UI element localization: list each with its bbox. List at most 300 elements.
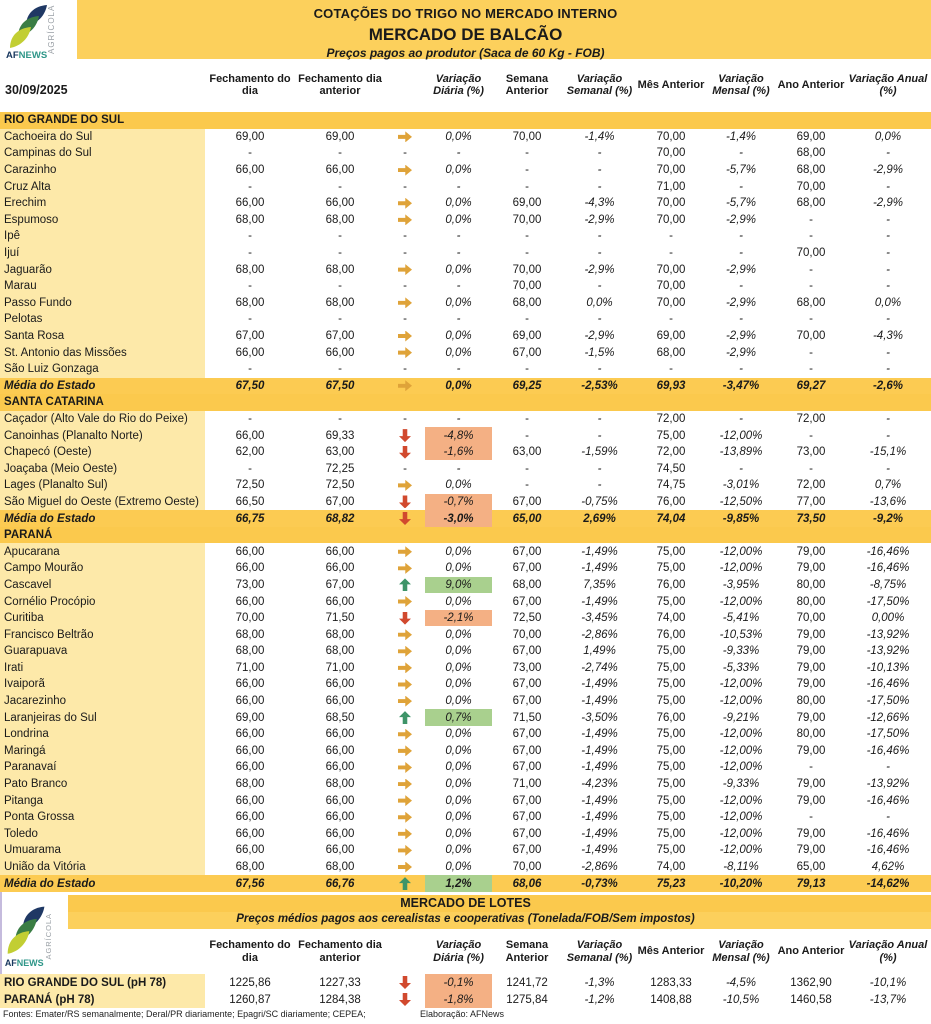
city-label: União da Vitória — [0, 859, 205, 876]
variation-cell: 0,0% — [445, 761, 472, 774]
price-cell: 66,00 — [235, 429, 265, 442]
price-cell: 1362,90 — [790, 976, 832, 989]
state-average-row — [0, 875, 931, 892]
arrow-cell: - — [403, 280, 407, 293]
right-arrow-icon — [398, 563, 412, 574]
variation-cell: - — [456, 180, 461, 193]
table-row — [0, 709, 931, 726]
variation-cell: -16,46% — [866, 545, 910, 558]
price-cell: - — [338, 180, 342, 193]
variation-cell: 0,0% — [445, 645, 472, 658]
city-label: Apucarana — [0, 543, 205, 560]
price-cell: 72,50 — [512, 612, 542, 625]
price-cell: - — [809, 346, 813, 359]
arrow-cell — [385, 610, 425, 627]
price-cell: 69,00 — [512, 197, 542, 210]
arrow-cell — [385, 477, 425, 494]
variation-cell: - — [739, 247, 743, 260]
footer — [3, 1009, 931, 1019]
right-arrow-icon — [398, 297, 412, 308]
variation-cell: -3,0% — [425, 510, 492, 527]
city-label: Campo Mourão — [0, 560, 205, 577]
arrow-cell — [385, 991, 425, 1008]
city-label: São Luiz Gonzaga — [0, 361, 205, 378]
city-label: Média do Estado — [4, 877, 96, 890]
table-row — [0, 543, 931, 560]
arrow-cell — [385, 626, 425, 643]
variation-cell: - — [886, 147, 890, 160]
price-cell: 69,00 — [656, 330, 686, 343]
variation-cell: 0,0% — [445, 296, 472, 309]
variation-cell: 0,0% — [874, 296, 902, 309]
table-row — [0, 610, 931, 627]
variation-cell: -12,00% — [719, 744, 763, 757]
city-label: Pelotas — [0, 311, 205, 328]
price-cell: 63,00 — [325, 446, 355, 459]
price-cell: - — [338, 363, 342, 376]
right-arrow-icon — [398, 762, 412, 773]
table-row — [0, 643, 931, 660]
lotes-tagline: Preços médios pagos aos cerealistas e cooperativas (Tonelada/FOB/Sem impostos) — [236, 913, 695, 925]
variation-cell: -2,53% — [581, 379, 618, 392]
table-row — [0, 842, 931, 859]
price-cell: 69,00 — [235, 130, 265, 143]
logo-wordmark: AFNEWS — [6, 50, 48, 60]
city-label: Cornélio Procópio — [0, 593, 205, 610]
variation-cell: - — [739, 180, 743, 193]
variation-cell: -5,41% — [722, 612, 760, 625]
price-cell: 69,00 — [235, 711, 265, 724]
price-cell: 66,00 — [235, 164, 265, 177]
price-cell: 66,00 — [325, 678, 355, 691]
table-row — [0, 129, 931, 146]
variation-cell: 0,0% — [445, 379, 472, 392]
price-cell: 74,00 — [656, 612, 686, 625]
variation-cell: -2,9% — [725, 346, 757, 359]
price-cell: 66,00 — [325, 844, 355, 857]
table-row — [0, 411, 931, 428]
price-cell: 68,00 — [235, 778, 265, 791]
table-row — [0, 974, 931, 991]
arrow-cell — [385, 859, 425, 876]
city-label: RIO GRANDE DO SUL (pH 78) — [0, 974, 205, 991]
price-cell: 67,00 — [512, 595, 542, 608]
city-label: Média do Estado — [4, 379, 96, 392]
variation-cell: -4,5% — [725, 976, 757, 989]
city-label: Cachoeira do Sul — [0, 129, 205, 146]
variation-cell: -2,9% — [872, 164, 904, 177]
arrow-cell — [385, 295, 425, 312]
price-cell: 70,00 — [656, 147, 686, 160]
page-subtitle: MERCADO DE BALCÃO — [368, 25, 563, 44]
variation-cell: -2,6% — [872, 379, 904, 392]
arrow-cell — [385, 726, 425, 743]
price-cell: - — [809, 263, 813, 276]
arrow-cell — [385, 129, 425, 146]
variation-cell: 9,0% — [425, 577, 492, 594]
variation-cell: -12,00% — [719, 827, 763, 840]
price-cell: 66,50 — [235, 495, 265, 508]
variation-cell: -1,49% — [581, 794, 618, 807]
price-cell: 70,00 — [512, 130, 542, 143]
price-cell: 66,00 — [235, 728, 265, 741]
city-label: Maringá — [0, 743, 205, 760]
variation-cell: -10,53% — [719, 628, 763, 641]
variation-cell: -3,01% — [722, 479, 760, 492]
variation-cell: -5,33% — [722, 661, 760, 674]
variation-cell: - — [456, 363, 461, 376]
variation-cell: -2,9% — [584, 330, 615, 343]
variation-cell: - — [886, 230, 890, 243]
variation-cell: -12,00% — [719, 595, 763, 608]
price-cell: 66,00 — [325, 744, 355, 757]
price-cell: 66,00 — [325, 827, 355, 840]
table-row — [0, 477, 931, 494]
city-label: Londrina — [0, 726, 205, 743]
variation-cell: - — [886, 247, 890, 260]
price-cell: 63,00 — [512, 446, 542, 459]
variation-cell: 0,0% — [445, 778, 472, 791]
price-cell: 69,25 — [512, 379, 542, 392]
price-cell: 79,00 — [796, 661, 826, 674]
table-row — [0, 991, 931, 1008]
variation-cell: -1,6% — [425, 444, 492, 461]
price-cell: - — [248, 180, 252, 193]
price-cell: - — [525, 164, 529, 177]
variation-cell: -13,92% — [866, 645, 910, 658]
right-arrow-icon — [398, 380, 412, 391]
variation-cell: -9,21% — [722, 711, 760, 724]
price-cell: 77,00 — [796, 495, 826, 508]
variation-cell: -1,2% — [584, 993, 615, 1006]
variation-cell: -1,3% — [584, 976, 615, 989]
price-cell: - — [338, 230, 342, 243]
table-row — [0, 809, 931, 826]
variation-cell: - — [456, 412, 461, 425]
logo-wordmark: AFNEWS — [4, 958, 44, 969]
price-cell: 75,00 — [656, 695, 686, 708]
afnews-leaves-icon — [2, 897, 68, 971]
arrow-cell — [385, 660, 425, 677]
price-cell: 66,00 — [325, 562, 355, 575]
right-arrow-icon — [398, 696, 412, 707]
logo-vertical-text: AGRÍCOLA — [44, 912, 54, 960]
price-cell: 1283,33 — [650, 976, 692, 989]
variation-cell: -1,49% — [581, 695, 618, 708]
arrow-cell: - — [403, 230, 407, 243]
right-arrow-icon — [398, 264, 412, 275]
variation-cell: -12,00% — [719, 562, 763, 575]
arrow-cell — [385, 643, 425, 660]
column-header: Variação Mensal (%) — [712, 939, 770, 964]
variation-cell: -10,13% — [866, 661, 910, 674]
price-cell: 80,00 — [796, 695, 826, 708]
arrow-cell: - — [403, 247, 407, 260]
price-cell: 67,00 — [512, 844, 542, 857]
city-label: Francisco Beltrão — [0, 626, 205, 643]
variation-cell: -10,1% — [869, 976, 907, 989]
price-cell: - — [338, 247, 342, 260]
price-cell: 72,00 — [656, 412, 686, 425]
variation-cell: - — [886, 263, 890, 276]
column-header: Semana Anterior — [505, 939, 549, 964]
price-cell: 79,13 — [796, 877, 826, 890]
variation-cell: -5,7% — [725, 197, 757, 210]
price-cell: 68,00 — [325, 861, 355, 874]
right-arrow-icon — [398, 131, 412, 142]
variation-cell: - — [456, 313, 461, 326]
variation-cell: -1,5% — [584, 346, 615, 359]
variation-cell: -2,9% — [584, 263, 615, 276]
arrow-cell — [385, 776, 425, 793]
down-arrow-icon — [399, 976, 411, 989]
down-arrow-icon — [399, 993, 411, 1006]
city-label: Santa Rosa — [0, 328, 205, 345]
city-label: Erechim — [0, 195, 205, 212]
price-cell: 66,00 — [325, 728, 355, 741]
price-cell: 69,00 — [325, 130, 355, 143]
variation-cell: - — [739, 313, 743, 326]
logo-vertical-text: AGRÍCOLA — [47, 4, 56, 54]
variation-cell: -1,49% — [581, 827, 618, 840]
price-cell: 67,00 — [512, 761, 542, 774]
city-label: Jacarezinho — [0, 693, 205, 710]
variation-cell: -0,7% — [425, 494, 492, 511]
column-header: Semana Anterior — [505, 72, 549, 97]
city-label: São Miguel do Oeste (Extremo Oeste) — [0, 494, 205, 511]
price-cell: - — [525, 429, 529, 442]
variation-cell: 0,0% — [445, 695, 472, 708]
variation-cell: - — [597, 313, 602, 326]
price-cell: 75,00 — [656, 761, 686, 774]
variation-cell: -5,7% — [725, 164, 757, 177]
variation-cell: - — [456, 147, 461, 160]
city-label: Guarapuava — [0, 643, 205, 660]
city-label: Carazinho — [0, 162, 205, 179]
price-cell: 70,00 — [796, 612, 826, 625]
price-cell: 66,00 — [235, 744, 265, 757]
variation-cell: - — [597, 280, 602, 293]
variation-cell: 1,49% — [583, 645, 616, 658]
table-row — [0, 212, 931, 229]
variation-cell: -17,50% — [866, 728, 910, 741]
variation-cell: - — [739, 412, 743, 425]
price-cell: 71,00 — [235, 661, 265, 674]
variation-cell: 7,35% — [583, 578, 616, 591]
main-column-headers — [205, 60, 931, 110]
column-header: Variação Semanal (%) — [566, 72, 633, 97]
price-cell: 75,00 — [656, 744, 686, 757]
price-cell: 67,00 — [512, 346, 542, 359]
column-header: Fechamento dia anterior — [298, 72, 382, 97]
price-cell: - — [525, 462, 529, 475]
column-header: Ano Anterior — [777, 78, 845, 91]
price-cell: 76,00 — [656, 495, 686, 508]
price-cell: 66,00 — [235, 794, 265, 807]
variation-cell: -12,00% — [719, 678, 763, 691]
variation-cell: -4,3% — [872, 330, 904, 343]
variation-cell: - — [886, 811, 890, 824]
variation-cell: - — [739, 147, 743, 160]
table-row — [0, 261, 931, 278]
variation-cell: -3,45% — [581, 612, 618, 625]
price-cell: 68,00 — [235, 645, 265, 658]
price-cell: 79,00 — [796, 778, 826, 791]
price-cell: - — [248, 363, 252, 376]
price-cell: 71,50 — [512, 711, 542, 724]
variation-cell: -16,46% — [866, 678, 910, 691]
table-row — [0, 593, 931, 610]
price-cell: 79,00 — [796, 827, 826, 840]
table-row — [0, 577, 931, 594]
city-label: PARANÁ (pH 78) — [0, 991, 205, 1008]
right-arrow-icon — [398, 845, 412, 856]
price-cell: 70,00 — [512, 280, 542, 293]
variation-cell: -4,3% — [584, 197, 615, 210]
right-arrow-icon — [398, 198, 412, 209]
arrow-cell — [385, 809, 425, 826]
price-cell: - — [338, 147, 342, 160]
variation-cell: -1,49% — [581, 678, 618, 691]
variation-cell: -12,00% — [719, 811, 763, 824]
city-label: Espumoso — [0, 212, 205, 229]
variation-cell: -13,89% — [719, 446, 763, 459]
price-cell: 79,00 — [796, 678, 826, 691]
arrow-cell — [385, 792, 425, 809]
variation-cell: -4,23% — [581, 778, 618, 791]
variation-cell: -1,8% — [425, 991, 492, 1008]
variation-cell: -1,59% — [581, 446, 618, 459]
price-cell: 67,00 — [325, 330, 355, 343]
city-label: St. Antonio das Missões — [0, 344, 205, 361]
variation-cell: -12,00% — [719, 728, 763, 741]
price-cell: 75,00 — [656, 794, 686, 807]
price-cell: - — [525, 479, 529, 492]
price-cell: 73,00 — [235, 578, 265, 591]
right-arrow-icon — [398, 862, 412, 873]
price-cell: 1225,86 — [229, 976, 271, 989]
price-cell: 67,50 — [325, 379, 355, 392]
price-cell: 70,00 — [512, 263, 542, 276]
variation-cell: 0,0% — [445, 595, 472, 608]
right-arrow-icon — [398, 812, 412, 823]
variation-cell: - — [597, 164, 602, 177]
column-header: Fechamento do dia — [209, 939, 291, 964]
price-cell: - — [525, 230, 529, 243]
price-cell: 66,00 — [235, 695, 265, 708]
price-cell: 68,00 — [796, 164, 826, 177]
variation-cell: -1,49% — [581, 728, 618, 741]
variation-cell: -15,1% — [869, 446, 907, 459]
price-cell: 68,00 — [512, 578, 542, 591]
price-cell: 72,00 — [656, 446, 686, 459]
right-arrow-icon — [398, 679, 412, 690]
city-label: Cruz Alta — [0, 178, 205, 195]
variation-cell: - — [597, 363, 602, 376]
variation-cell: 0,0% — [445, 346, 472, 359]
price-cell: - — [338, 313, 342, 326]
price-cell: 67,00 — [512, 827, 542, 840]
variation-cell: -9,33% — [722, 778, 760, 791]
price-cell: 69,27 — [796, 379, 826, 392]
price-cell: 66,00 — [235, 827, 265, 840]
arrow-cell — [385, 826, 425, 843]
price-cell: 66,00 — [325, 811, 355, 824]
price-cell: 75,00 — [656, 562, 686, 575]
arrow-cell: - — [403, 462, 407, 475]
price-cell: 75,00 — [656, 429, 686, 442]
variation-cell: -3,50% — [581, 711, 618, 724]
price-cell: 68,00 — [325, 213, 355, 226]
variation-cell: -2,9% — [725, 263, 757, 276]
variation-cell: 0,0% — [445, 844, 472, 857]
price-cell: 75,00 — [656, 595, 686, 608]
variation-cell: 0,00% — [871, 612, 905, 625]
right-arrow-icon — [398, 480, 412, 491]
price-cell: 80,00 — [796, 728, 826, 741]
table-row — [0, 278, 931, 295]
variation-cell: - — [886, 280, 890, 293]
price-cell: 67,00 — [512, 811, 542, 824]
table-row — [0, 344, 931, 361]
arrow-cell — [385, 676, 425, 693]
variation-cell: -0,75% — [581, 495, 618, 508]
variation-cell: 0,0% — [445, 130, 472, 143]
section-header: SANTA CATARINA — [0, 394, 931, 411]
price-cell: 1241,72 — [506, 976, 548, 989]
variation-cell: - — [886, 429, 890, 442]
down-arrow-icon — [399, 495, 411, 508]
price-cell: 74,00 — [656, 861, 686, 874]
price-cell: 79,00 — [796, 794, 826, 807]
variation-cell: -4,8% — [425, 427, 492, 444]
table-row — [0, 792, 931, 809]
price-cell: 68,00 — [235, 213, 265, 226]
price-cell: - — [525, 180, 529, 193]
arrow-cell — [385, 328, 425, 345]
price-cell: - — [809, 280, 813, 293]
arrow-cell — [385, 510, 425, 527]
variation-cell: -10,20% — [719, 877, 763, 890]
variation-cell: -12,00% — [719, 429, 763, 442]
table-row — [0, 660, 931, 677]
up-arrow-icon — [399, 711, 411, 724]
table-row — [0, 460, 931, 477]
variation-cell: 4,62% — [871, 861, 905, 874]
variation-cell: -1,49% — [581, 545, 618, 558]
price-cell: 74,04 — [656, 512, 686, 525]
price-cell: 70,00 — [796, 180, 826, 193]
price-cell: 71,00 — [512, 778, 542, 791]
price-cell: 69,93 — [656, 379, 686, 392]
column-header: Mês Anterior — [637, 945, 705, 958]
price-cell: 79,00 — [796, 844, 826, 857]
sources-note: Fontes: Emater/RS semanalmente; Deral/PR diariamente; Epagri/SC diariamente; CEPEA; — [3, 1009, 366, 1019]
variation-cell: -8,75% — [869, 578, 907, 591]
price-cell: 69,33 — [325, 429, 355, 442]
price-cell: 71,00 — [325, 661, 355, 674]
variation-cell: -2,9% — [872, 197, 904, 210]
report-date: 30/09/2025 — [5, 83, 68, 97]
variation-cell: 0,0% — [445, 794, 472, 807]
variation-cell: -0,73% — [581, 877, 618, 890]
price-cell: 76,00 — [656, 578, 686, 591]
price-cell: - — [525, 412, 529, 425]
variation-cell: 1,2% — [425, 875, 492, 892]
price-cell: 66,00 — [235, 678, 265, 691]
variation-cell: 0,0% — [445, 628, 472, 641]
right-arrow-icon — [398, 165, 412, 176]
